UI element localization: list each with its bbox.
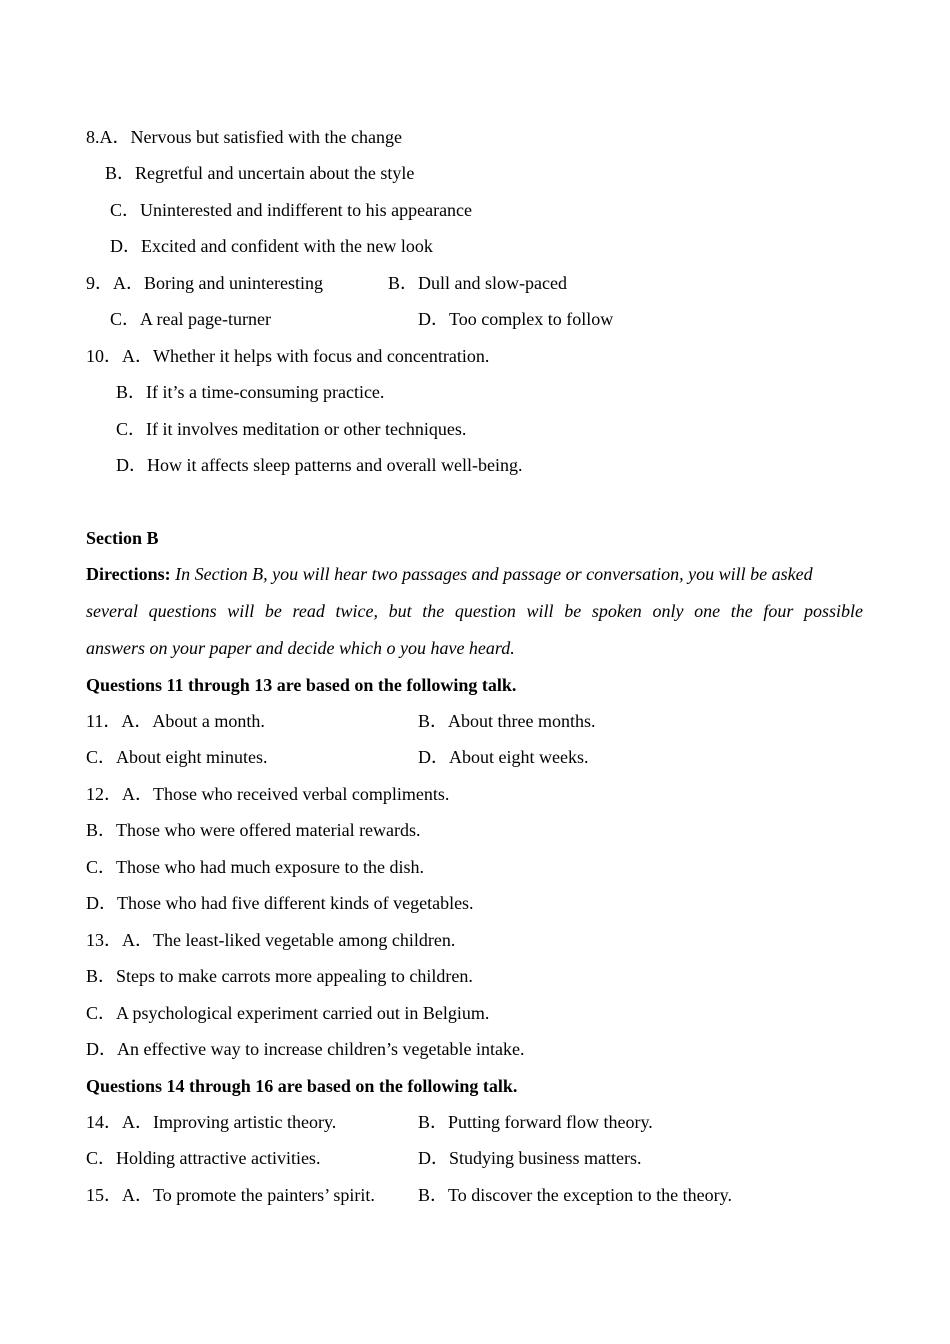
section-b-title: Section B xyxy=(86,528,159,548)
q10-option-c: C．If it involves meditation or other techniques. xyxy=(116,419,467,439)
directions-line-1 xyxy=(86,563,813,585)
directions-text-1: In Section B, you will hear two passages and passage or conversation, you will be asked xyxy=(175,564,813,584)
directions-line-2: several questions will be read twice, but the question will be spoken only one the four possible xyxy=(86,601,863,621)
q12-option-a: 12．A．Those who received verbal compliments. xyxy=(86,784,450,804)
q9-option-b: B．Dull and slow-paced xyxy=(388,273,567,293)
q13-option-c: C．A psychological experiment carried out in Belgium. xyxy=(86,1003,490,1023)
group2-heading: Questions 14 through 16 are based on the following talk. xyxy=(86,1076,518,1096)
group1-heading: Questions 11 through 13 are based on the following talk. xyxy=(86,675,517,695)
q8-option-c: C．Uninterested and indifferent to his appearance xyxy=(110,200,473,220)
q12-option-d: D．Those who had five different kinds of vegetables. xyxy=(86,893,474,913)
q11-option-c: C．About eight minutes. xyxy=(86,747,268,767)
q9-option-d: D．Too complex to follow xyxy=(418,309,614,329)
q11-option-d: D．About eight weeks. xyxy=(418,747,589,767)
q8-option-a: 8.A．Nervous but satisfied with the change xyxy=(86,127,402,147)
directions-label: Directions: xyxy=(86,564,171,584)
q13-option-b: B．Steps to make carrots more appealing to children. xyxy=(86,966,473,986)
q10-option-a: 10．A．Whether it helps with focus and concentration. xyxy=(86,346,490,366)
q8-option-d: D．Excited and confident with the new look xyxy=(110,236,433,256)
q14-option-a: 14．A．Improving artistic theory. xyxy=(86,1112,337,1132)
q9-option-a: 9．A．Boring and uninteresting xyxy=(86,273,323,293)
q13-option-d: D．An effective way to increase children’s vegetable intake. xyxy=(86,1039,525,1059)
q10-option-b: B．If it’s a time-consuming practice. xyxy=(116,382,385,402)
q15-option-b: B．To discover the exception to the theory. xyxy=(418,1185,732,1205)
q12-option-b: B．Those who were offered material rewards. xyxy=(86,820,421,840)
q11-option-a: 11．A．About a month. xyxy=(86,711,265,731)
q15-option-a: 15．A．To promote the painters’ spirit. xyxy=(86,1185,375,1205)
q11-option-b: B．About three months. xyxy=(418,711,596,731)
q14-option-c: C．Holding attractive activities. xyxy=(86,1148,321,1168)
directions-line-3: answers on your paper and decide which o you have heard. xyxy=(86,638,515,658)
q14-option-b: B．Putting forward flow theory. xyxy=(418,1112,653,1132)
q14-option-d: D．Studying business matters. xyxy=(418,1148,642,1168)
q10-option-d: D．How it affects sleep patterns and overall well-being. xyxy=(116,455,523,475)
q9-option-c: C．A real page-turner xyxy=(110,309,271,329)
q13-option-a: 13．A．The least-liked vegetable among children. xyxy=(86,930,456,950)
q8-option-b: B．Regretful and uncertain about the style xyxy=(105,163,415,183)
q12-option-c: C．Those who had much exposure to the dish. xyxy=(86,857,424,877)
